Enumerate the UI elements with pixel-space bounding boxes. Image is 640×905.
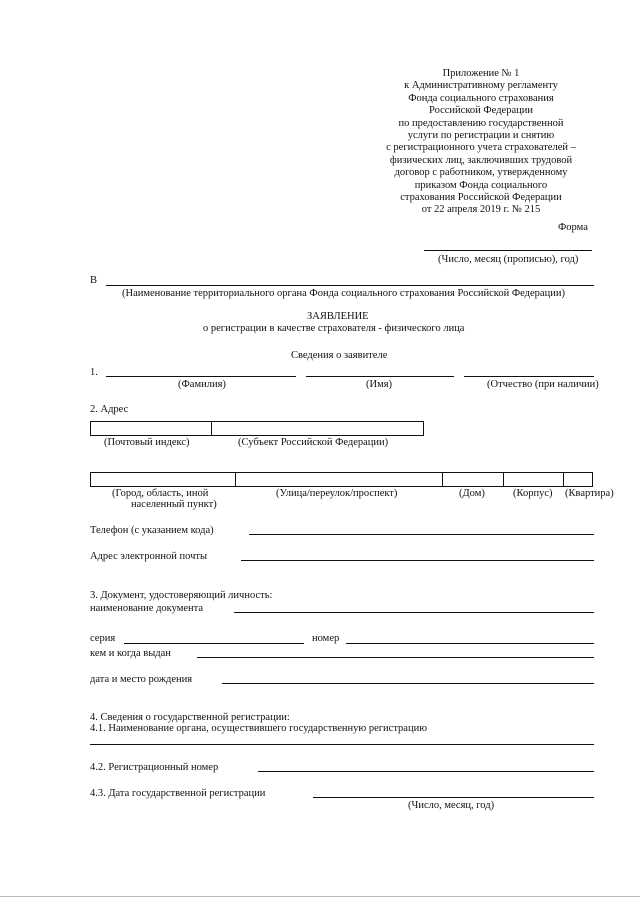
birth-label: дата и место рождения bbox=[90, 674, 193, 685]
postal-index-caption: (Почтовый индекс) bbox=[104, 437, 190, 448]
header-line: Фонда социального страхования bbox=[408, 92, 554, 104]
apartment-field[interactable] bbox=[564, 473, 592, 486]
header-line: договор с работником, утвержденному bbox=[394, 167, 568, 179]
header-line: Российской Федерации bbox=[429, 105, 533, 117]
patronymic-field[interactable] bbox=[464, 376, 594, 377]
document-name-field[interactable] bbox=[234, 612, 594, 613]
document-subtitle: о регистрации в качестве страхователя - физического лица bbox=[203, 323, 465, 334]
building-field[interactable] bbox=[504, 473, 562, 486]
reg-number-field[interactable] bbox=[258, 771, 594, 772]
header-line: физических лиц, заключивших трудовой bbox=[389, 154, 573, 166]
surname-caption: (Фамилия) bbox=[178, 379, 226, 390]
name-field[interactable] bbox=[306, 376, 454, 377]
street-field[interactable] bbox=[236, 473, 441, 486]
date-caption: (Число, месяц (прописью), год) bbox=[438, 254, 579, 265]
address-heading: 2. Адрес bbox=[90, 404, 129, 415]
city-caption-1: (Город, область, иной bbox=[112, 488, 209, 499]
header-line: от 22 апреля 2019 г. № 215 bbox=[421, 204, 541, 216]
header-line: Приложение № 1 bbox=[442, 68, 520, 79]
postal-index-field[interactable] bbox=[90, 421, 209, 435]
applicant-heading: Сведения о заявителе bbox=[291, 350, 388, 361]
header-line: к Административному регламенту bbox=[404, 80, 558, 92]
email-label: Адрес электронной почты bbox=[90, 551, 208, 562]
name-caption: (Имя) bbox=[366, 379, 393, 390]
phone-field[interactable] bbox=[249, 534, 594, 535]
recipient-prefix: В bbox=[90, 275, 98, 286]
house-caption: (Дом) bbox=[459, 488, 485, 499]
document-title: ЗАЯВЛЕНИЕ bbox=[307, 311, 369, 322]
page-bottom-edge bbox=[0, 896, 640, 897]
form-label: Форма bbox=[558, 222, 588, 233]
recipient-caption: (Наименование территориального органа Фонда социального страхования Российской Федерации) bbox=[122, 288, 565, 299]
document-heading: 3. Документ, удостоверяющий личность: bbox=[90, 590, 273, 601]
header-line: с регистрационного учета страхователей – bbox=[386, 142, 576, 154]
house-field[interactable] bbox=[443, 473, 502, 486]
subject-caption: (Субъект Российской Федерации) bbox=[238, 437, 389, 448]
header-line: приказом Фонда социального bbox=[414, 179, 548, 191]
header-block bbox=[372, 68, 590, 217]
series-field[interactable] bbox=[124, 643, 304, 644]
header-line: услуги по регистрации и снятию bbox=[407, 130, 555, 142]
series-label: серия bbox=[90, 633, 116, 644]
number-field[interactable] bbox=[346, 643, 594, 644]
authority-label: 4.1. Наименование органа, осуществившего государственную регистрацию bbox=[90, 723, 428, 734]
subject-field[interactable] bbox=[211, 421, 423, 435]
issued-label: кем и когда выдан bbox=[90, 648, 171, 659]
date-field[interactable] bbox=[424, 250, 592, 251]
reg-number-label: 4.2. Регистрационный номер bbox=[90, 762, 219, 773]
document-name-label: наименование документа bbox=[90, 603, 204, 614]
building-caption: (Корпус) bbox=[513, 488, 553, 499]
reg-date-caption: (Число, месяц, год) bbox=[408, 800, 495, 811]
birth-field[interactable] bbox=[222, 683, 594, 684]
reg-date-field[interactable] bbox=[313, 797, 594, 798]
applicant-number: 1. bbox=[90, 367, 98, 378]
phone-label: Телефон (с указанием кода) bbox=[90, 525, 214, 536]
city-caption-2: населенный пункт) bbox=[131, 499, 217, 510]
header-line: по предоставлению государственной bbox=[398, 117, 564, 129]
number-label: номер bbox=[312, 633, 340, 644]
reg-date-label: 4.3. Дата государственной регистрации bbox=[90, 788, 266, 799]
recipient-field[interactable] bbox=[106, 285, 594, 286]
authority-field[interactable] bbox=[90, 744, 594, 745]
city-field[interactable] bbox=[91, 473, 234, 486]
patronymic-caption: (Отчество (при наличии) bbox=[487, 379, 599, 390]
header-line: страхования Российской Федерации bbox=[400, 192, 562, 204]
registration-heading: 4. Сведения о государственной регистрации: bbox=[90, 712, 290, 723]
issued-field[interactable] bbox=[197, 657, 594, 658]
street-caption: (Улица/переулок/проспект) bbox=[276, 488, 398, 499]
apartment-caption: (Квартира) bbox=[565, 488, 614, 499]
email-field[interactable] bbox=[241, 560, 594, 561]
surname-field[interactable] bbox=[106, 376, 296, 377]
